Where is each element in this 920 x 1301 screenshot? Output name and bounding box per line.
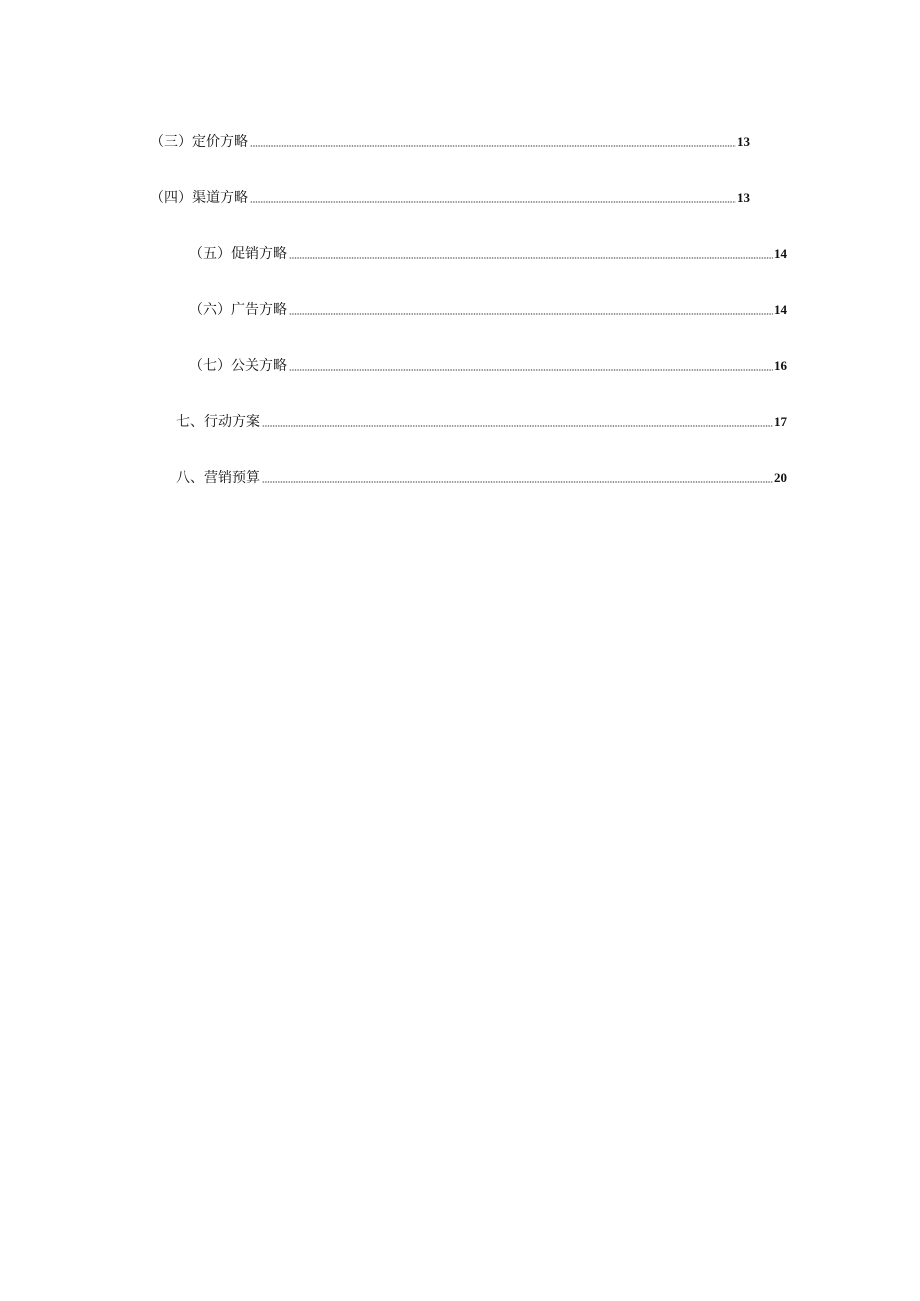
dot-leader	[289, 369, 773, 371]
toc-page-number: 14	[774, 302, 787, 317]
dot-leader	[289, 313, 773, 315]
toc-page-number: 16	[774, 358, 787, 373]
dot-leader	[262, 425, 773, 427]
dot-leader	[250, 201, 736, 203]
toc-page-number: 13	[737, 134, 750, 149]
toc-entry-label: 七、行动方案	[176, 414, 260, 430]
toc-page-number: 13	[737, 190, 750, 205]
toc-entry-marketing-budget[interactable]	[176, 468, 787, 488]
toc-page-number: 14	[774, 246, 787, 261]
toc-entry-label: （五）促销方略	[189, 246, 287, 262]
dot-leader	[289, 257, 773, 259]
toc-entry-pr-strategy[interactable]	[189, 356, 787, 376]
toc-page-number: 17	[774, 414, 787, 429]
toc-entry-label: （三）定价方略	[150, 134, 248, 150]
toc-entry-action-plan[interactable]	[176, 412, 787, 432]
toc-entry-label: （七）公关方略	[189, 358, 287, 374]
toc-page-number: 20	[774, 470, 787, 485]
dot-leader	[250, 145, 736, 147]
toc-entry-label: （六）广告方略	[189, 302, 287, 318]
toc-entry-channel-strategy[interactable]	[150, 188, 750, 208]
dot-leader	[262, 481, 773, 483]
toc-entry-label: （四）渠道方略	[150, 190, 248, 206]
toc-entry-promotion-strategy[interactable]	[189, 244, 787, 264]
toc-entry-label: 八、营销预算	[176, 470, 260, 486]
toc-entry-pricing-strategy[interactable]	[150, 132, 750, 152]
toc-entry-advertising-strategy[interactable]	[189, 300, 787, 320]
